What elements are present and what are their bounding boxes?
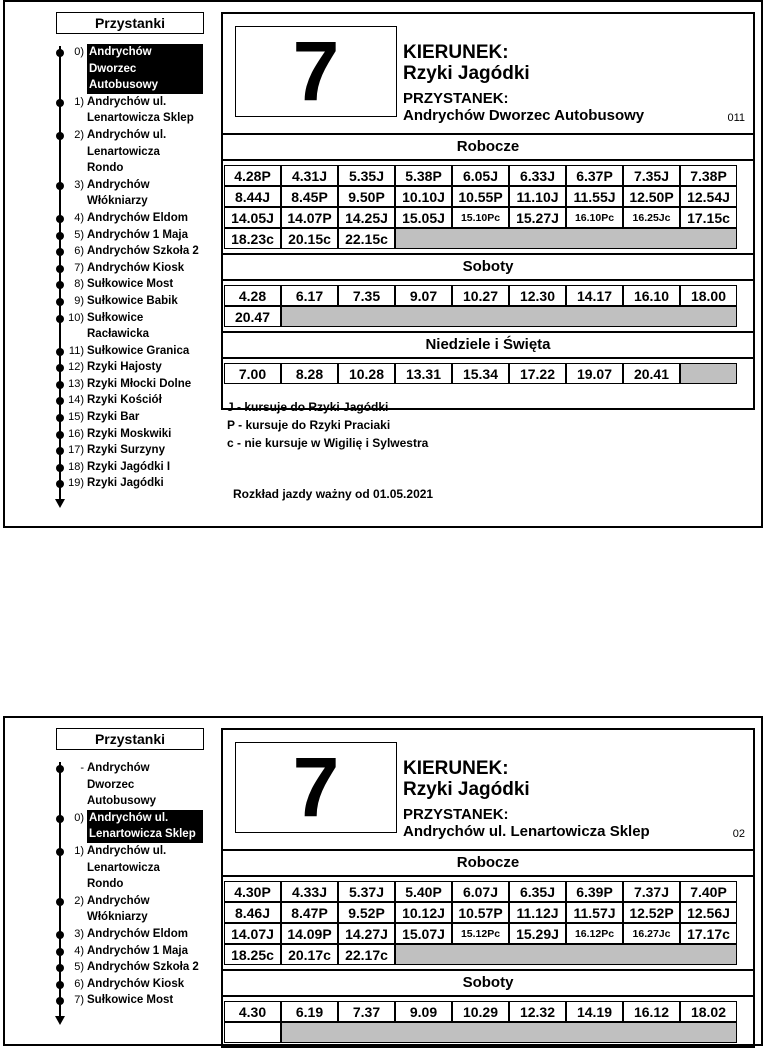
stop-number: 8) (74, 278, 84, 291)
times-table (224, 363, 737, 384)
current-stop-name: Andrychów ul. Lenartowicza Sklep (87, 810, 203, 843)
direction-value: Rzyki Jagódki (403, 63, 530, 84)
departure-time: 12.30 (509, 285, 566, 306)
departure-time: 11.12J (509, 902, 566, 923)
stop-name: Sułkowice Granica (87, 344, 190, 357)
stop-number: 4) (74, 944, 84, 957)
stop-name: Andrychów Dworzec Autobusowy (87, 762, 156, 808)
departure-time: 4.31J (281, 165, 338, 186)
stop-number: 5) (74, 961, 84, 974)
departure-time: 7.00 (224, 363, 281, 384)
stops-list (53, 760, 213, 1009)
departure-time: 18.00 (680, 285, 737, 306)
departure-time: 8.47P (281, 902, 338, 923)
times-row (224, 207, 737, 228)
departure-time: 20.47 (224, 306, 281, 327)
stop-name: Andrychów Szkoła 2 (87, 245, 199, 258)
stop-number: 17) (68, 444, 84, 457)
schedule-sections (223, 133, 753, 388)
departure-time: 5.38P (395, 165, 452, 186)
departure-time: 14.09P (281, 923, 338, 944)
stop-name: Andrychów ul. Lenartowicza Rondo (87, 844, 167, 891)
legend-item: J - kursuje do Rzyki Jagódki (227, 400, 389, 414)
stop-label: PRZYSTANEK: (403, 90, 509, 107)
departure-time (224, 1022, 281, 1043)
times-row (224, 363, 737, 384)
stop-item (53, 442, 213, 459)
departure-time: 18.02 (680, 1001, 737, 1022)
stop-number: 4) (74, 211, 84, 224)
stop-item (53, 959, 213, 976)
departure-time: 16.25Jc (623, 207, 680, 228)
stops-list (53, 44, 213, 492)
section-title: Robocze (223, 133, 753, 161)
timetable-card-1 (3, 0, 763, 528)
stop-item (53, 392, 213, 409)
departure-time: 14.27J (338, 923, 395, 944)
departure-time: 15.10Pc (452, 207, 509, 228)
stop-name: Sułkowice Most (87, 278, 174, 291)
departure-time: 6.39P (566, 881, 623, 902)
departure-time: 17.15c (680, 207, 737, 228)
stop-item (53, 177, 213, 210)
stop-item (53, 243, 213, 260)
times-table (224, 165, 737, 249)
empty-filler (680, 363, 737, 384)
stop-item (53, 127, 213, 177)
departure-time: 11.10J (509, 186, 566, 207)
stop-name: Rzyki Surzyny (87, 444, 165, 457)
stop-number: 7) (74, 261, 84, 274)
departure-time: 15.07J (395, 923, 452, 944)
departure-time: 6.33J (509, 165, 566, 186)
departure-time: 10.29 (452, 1001, 509, 1022)
stop-item (53, 843, 213, 893)
departure-time: 11.55J (566, 186, 623, 207)
stop-name: Andrychów Włókniarzy (87, 178, 150, 208)
departure-time: 9.52P (338, 902, 395, 923)
stop-name: Sułkowice Babik (87, 294, 178, 307)
stop-label: PRZYSTANEK: (403, 806, 509, 823)
departure-time: 10.27 (452, 285, 509, 306)
times-table (224, 881, 737, 965)
schedule-panel (221, 12, 755, 410)
times-row (224, 285, 737, 306)
stop-number: 6) (74, 245, 84, 258)
times-row (224, 881, 737, 902)
stop-item (53, 359, 213, 376)
departure-time: 4.30 (224, 1001, 281, 1022)
stop-item (53, 210, 213, 227)
times-row (224, 228, 737, 249)
stop-name: Andrychów ul. Lenartowicza Rondo (87, 128, 167, 175)
times-row (224, 165, 737, 186)
departure-time: 9.09 (395, 1001, 452, 1022)
departure-time: 15.29J (509, 923, 566, 944)
section-title: Soboty (223, 969, 753, 997)
departure-time: 20.17c (281, 944, 338, 965)
departure-time: 7.37 (338, 1001, 395, 1022)
departure-time: 17.22 (509, 363, 566, 384)
stop-item (53, 276, 213, 293)
route-line (59, 46, 61, 501)
stop-name: Andrychów Eldom (87, 211, 188, 224)
stop-item (53, 976, 213, 993)
departure-time: 12.52P (623, 902, 680, 923)
departure-time: 12.54J (680, 186, 737, 207)
stop-item (53, 260, 213, 277)
stop-number: 12) (68, 361, 84, 374)
stop-number: 10) (68, 311, 84, 324)
departure-time: 7.40P (680, 881, 737, 902)
departure-time: 18.23c (224, 228, 281, 249)
empty-filler (281, 306, 737, 327)
stop-item (53, 310, 213, 343)
stops-header: Przystanki (56, 12, 204, 34)
stop-number: 5) (74, 228, 84, 241)
stop-number: 18) (68, 460, 84, 473)
departure-time: 6.19 (281, 1001, 338, 1022)
stop-item (53, 926, 213, 943)
section-title: Niedziele i Święta (223, 331, 753, 359)
departure-time: 16.12 (623, 1001, 680, 1022)
stop-item (53, 94, 213, 127)
direction-label: KIERUNEK: (403, 42, 509, 63)
stop-name: Rzyki Hajosty (87, 361, 162, 374)
departure-time: 5.40P (395, 881, 452, 902)
stop-number: 13) (68, 377, 84, 390)
validity-note: Rozkład jazdy ważny od 01.05.2021 (233, 487, 434, 501)
departure-time: 20.15c (281, 228, 338, 249)
stop-number: 1) (74, 844, 84, 857)
stop-number: 6) (74, 977, 84, 990)
departure-time: 16.27Jc (623, 923, 680, 944)
route-arrow-icon (55, 499, 65, 508)
stop-name: Andrychów Dworzec Autobusowy (403, 107, 645, 124)
departure-time: 6.35J (509, 881, 566, 902)
stop-code: 02 (732, 828, 745, 840)
stop-item (53, 227, 213, 244)
departure-time: 4.30P (224, 881, 281, 902)
stop-name: Andrychów ul. Lenartowicza Sklep (403, 823, 650, 840)
departure-time: 10.12J (395, 902, 452, 923)
departure-time: 6.07J (452, 881, 509, 902)
legend-item: c - nie kursuje w Wigilię i Sylwestra (227, 436, 429, 450)
stop-item (53, 293, 213, 310)
departure-time: 16.12Pc (566, 923, 623, 944)
stop-item (53, 343, 213, 360)
departure-time: 14.19 (566, 1001, 623, 1022)
stop-item (53, 426, 213, 443)
stop-name: Andrychów ul. Lenartowicza Sklep (87, 95, 194, 125)
times-row (224, 1022, 737, 1043)
stop-item (53, 893, 213, 926)
departure-time: 17.17c (680, 923, 737, 944)
departure-time: 19.07 (566, 363, 623, 384)
stop-name: Rzyki Kościół (87, 394, 162, 407)
stop-number: 2) (74, 128, 84, 141)
stop-item (53, 760, 213, 810)
stop-name: Andrychów Kiosk (87, 977, 185, 990)
times-table (224, 1001, 737, 1043)
timetable-card-2 (3, 716, 763, 1046)
departure-time: 22.15c (338, 228, 395, 249)
current-stop-name: Andrychów Dworzec Autobusowy (87, 44, 203, 94)
route-number: 7 (235, 26, 397, 117)
stop-item (53, 943, 213, 960)
stop-item (53, 459, 213, 476)
departure-time: 5.35J (338, 165, 395, 186)
stop-name: Andrychów Włókniarzy (87, 894, 150, 924)
departure-time: 6.05J (452, 165, 509, 186)
departure-time: 14.25J (338, 207, 395, 228)
route-line (59, 762, 61, 1018)
departure-time: 9.50P (338, 186, 395, 207)
departure-time: 10.28 (338, 363, 395, 384)
departure-time: 15.12Pc (452, 923, 509, 944)
stop-name: Rzyki Jagódki (87, 477, 164, 490)
times-table (224, 285, 737, 327)
stop-name: Sułkowice Most (87, 994, 174, 1007)
stop-number: 19) (68, 477, 84, 490)
schedule-sections (223, 849, 753, 1047)
departure-time: 8.28 (281, 363, 338, 384)
departure-time: 7.37J (623, 881, 680, 902)
direction-value: Rzyki Jagódki (403, 779, 530, 800)
departure-time: 10.57P (452, 902, 509, 923)
stop-item (53, 376, 213, 393)
stop-number: 11) (68, 344, 84, 357)
stop-number: 0) (74, 811, 84, 824)
times-row (224, 944, 737, 965)
stop-number: 9) (74, 294, 84, 307)
departure-time: 14.05J (224, 207, 281, 228)
stop-name: Andrychów 1 Maja (87, 944, 188, 957)
stop-number: 7) (74, 994, 84, 1007)
times-row (224, 923, 737, 944)
empty-filler (395, 228, 737, 249)
times-row (224, 1001, 737, 1022)
stop-name: Rzyki Jagódki I (87, 460, 171, 473)
stop-number: 3) (74, 178, 84, 191)
schedule-panel (221, 728, 755, 1048)
stops-header: Przystanki (56, 728, 204, 750)
departure-time: 18.25c (224, 944, 281, 965)
departure-time: 8.46J (224, 902, 281, 923)
stop-number: 2) (74, 894, 84, 907)
departure-time: 14.07P (281, 207, 338, 228)
departure-time: 15.05J (395, 207, 452, 228)
departure-time: 6.37P (566, 165, 623, 186)
stop-number: - (80, 762, 84, 774)
times-row (224, 186, 737, 207)
departure-time: 4.33J (281, 881, 338, 902)
departure-time: 8.45P (281, 186, 338, 207)
legend-item: P - kursuje do Rzyki Praciaki (227, 418, 391, 432)
stop-name: Rzyki Młocki Dolne (87, 377, 192, 390)
departure-time: 16.10 (623, 285, 680, 306)
departure-time: 10.55P (452, 186, 509, 207)
empty-filler (395, 944, 737, 965)
stop-number: 0) (74, 46, 84, 58)
direction-label: KIERUNEK: (403, 758, 509, 779)
departure-time: 5.37J (338, 881, 395, 902)
departure-time: 12.32 (509, 1001, 566, 1022)
departure-time: 7.38P (680, 165, 737, 186)
stop-name: Rzyki Bar (87, 411, 140, 424)
stop-item (53, 44, 213, 94)
times-row (224, 306, 737, 327)
stop-name: Rzyki Moskwiki (87, 427, 172, 440)
stop-number: 14) (68, 394, 84, 407)
departure-time: 15.34 (452, 363, 509, 384)
times-row (224, 902, 737, 923)
route-number: 7 (235, 742, 397, 833)
departure-time: 11.57J (566, 902, 623, 923)
stop-number: 1) (74, 95, 84, 108)
departure-time: 13.31 (395, 363, 452, 384)
departure-time: 7.35J (623, 165, 680, 186)
departure-time: 4.28P (224, 165, 281, 186)
departure-time: 16.10Pc (566, 207, 623, 228)
departure-time: 14.17 (566, 285, 623, 306)
stop-name: Andrychów Eldom (87, 927, 188, 940)
stop-item (53, 810, 213, 843)
stop-name: Andrychów Szkoła 2 (87, 961, 199, 974)
stop-item (53, 992, 213, 1009)
departure-time: 9.07 (395, 285, 452, 306)
section-title: Robocze (223, 849, 753, 877)
empty-filler (281, 1022, 737, 1043)
stop-item (53, 475, 213, 492)
stop-name: Sułkowice Racławicka (87, 311, 150, 341)
departure-time: 6.17 (281, 285, 338, 306)
departure-time: 12.50P (623, 186, 680, 207)
departure-time: 4.28 (224, 285, 281, 306)
departure-time: 7.35 (338, 285, 395, 306)
stop-item (53, 409, 213, 426)
departure-time: 14.07J (224, 923, 281, 944)
stop-number: 16) (68, 427, 84, 440)
stop-name: Andrychów Kiosk (87, 261, 185, 274)
stop-number: 3) (74, 927, 84, 940)
departure-time: 15.27J (509, 207, 566, 228)
stop-number: 15) (68, 411, 84, 424)
departure-time: 22.17c (338, 944, 395, 965)
departure-time: 12.56J (680, 902, 737, 923)
section-title: Soboty (223, 253, 753, 281)
departure-time: 10.10J (395, 186, 452, 207)
stop-name: Andrychów 1 Maja (87, 228, 188, 241)
departure-time: 8.44J (224, 186, 281, 207)
departure-time: 20.41 (623, 363, 680, 384)
stop-code: 011 (727, 112, 745, 124)
legend (227, 398, 428, 452)
